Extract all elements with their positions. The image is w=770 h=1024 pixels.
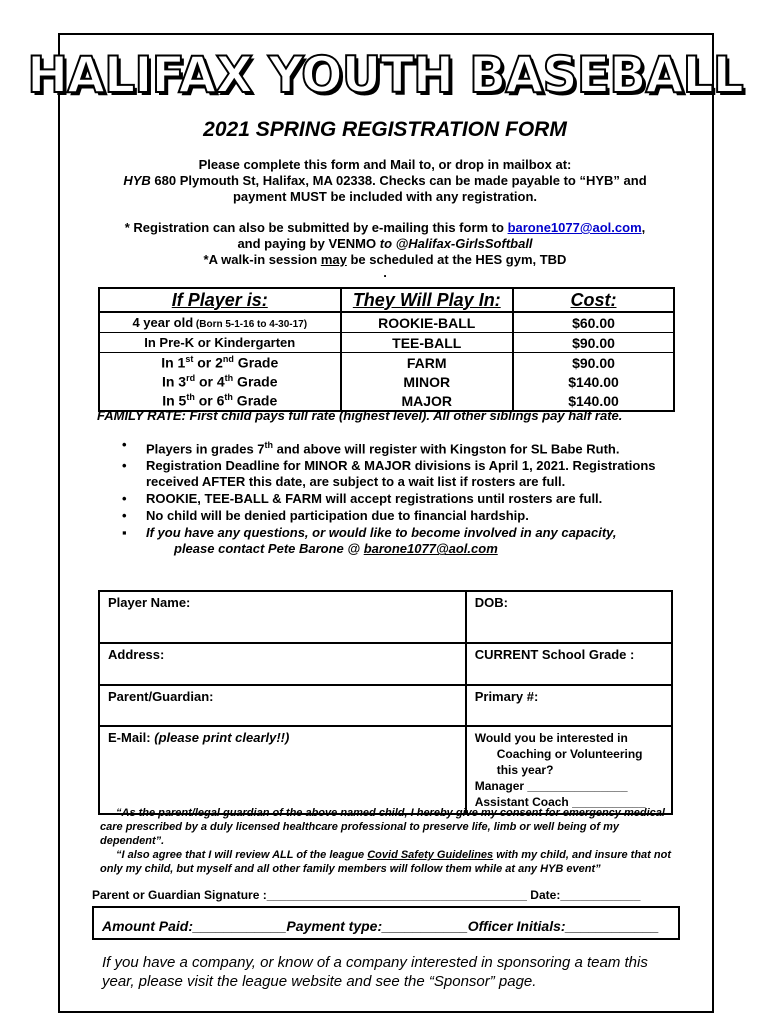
division-cell: MAJOR bbox=[341, 391, 514, 411]
intro-line-1: Please complete this form and Mail to, or drop in mailbox at: bbox=[198, 157, 572, 172]
walkin-line: *A walk-in session may be scheduled at the HES gym, TBD bbox=[203, 252, 567, 267]
signature-line[interactable]: Parent or Guardian Signature :_______________________________________ Date:____________ bbox=[92, 888, 641, 902]
division-cell: MINOR bbox=[341, 372, 514, 391]
cost-cell: $60.00 bbox=[513, 312, 674, 333]
email-line: * Registration can also be submitted by e-mailing this form to barone1077@aol.com, bbox=[124, 220, 646, 235]
hyb-label: HYB bbox=[123, 173, 151, 188]
address-field[interactable]: Address: bbox=[99, 643, 466, 685]
table-row bbox=[99, 372, 674, 391]
family-rate-note: FAMILY RATE: First child pays full rate (highest level). All other siblings pay half rate. bbox=[97, 408, 623, 423]
email-instructions bbox=[100, 220, 670, 278]
venmo-line: and paying by VENMO to @Halifax-GirlsSoftball bbox=[237, 236, 533, 251]
dob-field[interactable]: DOB: bbox=[466, 591, 672, 643]
sponsor-note: If you have a company, or know of a company interested in sponsoring a team this year, please visit the league website and see the “Sponsor” page. bbox=[102, 954, 648, 990]
cost-cell: $90.00 bbox=[513, 333, 674, 353]
bullet-icon: • bbox=[122, 508, 127, 524]
player-cell: 4 year old (Born 5-1-16 to 4-30-17) bbox=[99, 312, 341, 333]
player-cell: In 3rd or 4th Grade bbox=[99, 372, 341, 391]
school-grade-field[interactable]: CURRENT School Grade : bbox=[466, 643, 672, 685]
header-player: If Player is: bbox=[99, 288, 341, 312]
division-cell: FARM bbox=[341, 353, 514, 373]
intro-line-2: HYB 680 Plymouth St, Halifax, MA 02338. Checks can be made payable to “HYB” and payment MUST be included with any registration. bbox=[123, 173, 647, 204]
manager-line[interactable]: Manager _______________ bbox=[474, 779, 628, 793]
player-cell: In Pre-K or Kindergarten bbox=[99, 333, 341, 353]
intro-instructions bbox=[100, 157, 670, 205]
list-item: • No child will be denied participation due to financial hardship. bbox=[122, 508, 529, 524]
pricing-header-row bbox=[99, 288, 674, 312]
player-name-field[interactable]: Player Name: bbox=[99, 591, 466, 643]
league-logo: HALIFAX YOUTH BASEBALL bbox=[27, 46, 743, 104]
division-cell: TEE-BALL bbox=[341, 333, 514, 353]
primary-phone-field[interactable]: Primary #: bbox=[466, 685, 672, 726]
list-item: • Registration Deadline for MINOR & MAJOR divisions is April 1, 2021. Registrations received AFTER this date, are subject to a wait list if rosters are full. bbox=[122, 458, 656, 490]
list-item: ▪ If you have any questions, or would like to become involved in any capacity, please contact Pete Barone @ barone1077@aol.com bbox=[122, 525, 617, 557]
email-link[interactable]: barone1077@aol.com bbox=[507, 220, 642, 235]
list-item: • Players in grades 7th and above will register with Kingston for SL Babe Ruth. bbox=[122, 437, 620, 457]
contact-email-link[interactable]: barone1077@aol.com bbox=[363, 541, 498, 557]
medical-consent: “As the parent/legal guardian of the above named child, I hereby give my consent for emergency medical care prescribed by a duly licensed healthcare professional to preserve life, limb or well being of my dependent”. bbox=[100, 807, 665, 847]
table-row bbox=[99, 312, 674, 333]
player-cell: In 5th or 6th Grade bbox=[99, 391, 341, 411]
bullet-icon: • bbox=[122, 491, 127, 507]
header-cost: Cost: bbox=[513, 288, 674, 312]
email-field[interactable]: E-Mail: (please print clearly!!) bbox=[99, 726, 466, 814]
coaching-interest-field[interactable]: Would you be interested in Coaching or Volunteering this year? Manager _______________ Assistant Coach ___________ bbox=[466, 726, 672, 814]
player-cell: In 1st or 2nd Grade bbox=[99, 353, 341, 373]
cost-cell: $140.00 bbox=[513, 391, 674, 411]
cost-cell: $90.00 bbox=[513, 353, 674, 373]
bullet-icon: • bbox=[122, 437, 127, 452]
payment-box[interactable]: Amount Paid:____________Payment type:___________Officer Initials:____________ bbox=[92, 906, 680, 940]
division-cell: ROOKIE-BALL bbox=[341, 312, 514, 333]
covid-consent: “I also agree that I will review ALL of the league Covid Safety Guidelines with my child, and insure that not only my child, but myself and all other family members will follow them while at any HYB event” bbox=[100, 849, 671, 875]
table-row bbox=[99, 353, 674, 373]
header-division: They Will Play In: bbox=[341, 288, 514, 312]
covid-guidelines-link[interactable]: Covid Safety Guidelines bbox=[367, 849, 494, 861]
registration-form-table bbox=[98, 590, 673, 815]
dot-mark: . bbox=[383, 265, 387, 280]
list-item: • ROOKIE, TEE-BALL & FARM will accept registrations until rosters are full. bbox=[122, 491, 603, 507]
assistant-coach-line[interactable]: Assistant Coach ___________ bbox=[474, 795, 646, 809]
pricing-table bbox=[98, 287, 675, 412]
bullet-icon: • bbox=[122, 458, 127, 474]
table-row bbox=[99, 333, 674, 353]
form-title: 2021 SPRING REGISTRATION FORM bbox=[203, 118, 567, 141]
parent-guardian-field[interactable]: Parent/Guardian: bbox=[99, 685, 466, 726]
consent-statement bbox=[100, 806, 672, 876]
info-bullet-list bbox=[118, 437, 663, 558]
cost-cell: $140.00 bbox=[513, 372, 674, 391]
square-bullet-icon: ▪ bbox=[122, 525, 127, 541]
